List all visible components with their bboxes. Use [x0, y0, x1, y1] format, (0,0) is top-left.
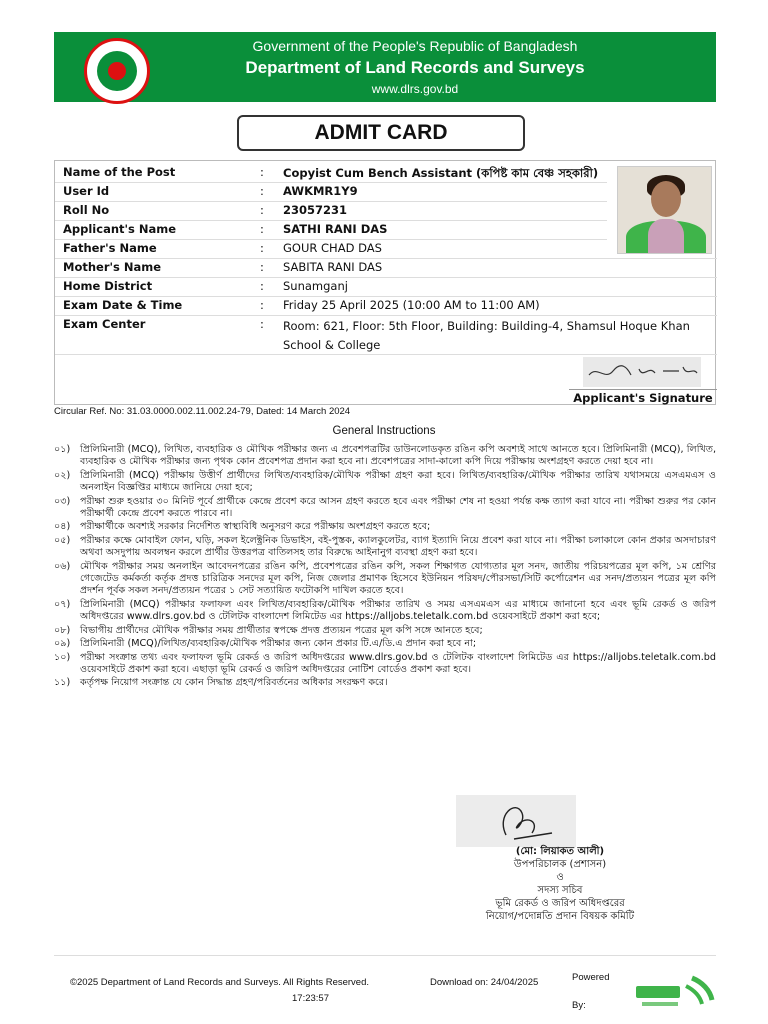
officer-signature-image [456, 795, 576, 847]
instruction-item [54, 561, 716, 598]
applicant-name-label: Applicant's Name [63, 222, 177, 236]
row-divider [55, 201, 607, 202]
header-website: www.dlrs.gov.bd [371, 82, 459, 96]
applicant-signature-image [583, 357, 701, 387]
row-divider [55, 277, 717, 278]
exam-center-value: Room: 621, Floor: 5th Floor, Building: Building-4, Shamsul Hoque Khan School & College [283, 319, 690, 352]
userid-value: AWKMR1Y9 [283, 184, 358, 198]
instruction-text: প্রিলিমিনারী (MCQ), লিখিত, ব্যবহারিক ও মৌখিক পরীক্ষার জন্য এ প্রবেশপত্রটির ডাউনলোডকৃত রঙিন কপি অবশ্যই সাথে আনতে হবে। প্রিলিমিনারী (MCQ), লিখিত, ব্যবহারিক ও মৌখিক পরীক্ষার জন্য পৃথক কোন প্রবেশপত্র প্রদান করা হবে না। প্রবেশপত্রের সাদা-কালো কপি দিয়ে পরীক্ষায় অংশগ্রহণ করতে দেয়া হবে না। [80, 444, 716, 468]
page-header [54, 32, 716, 102]
instruction-item [54, 521, 716, 533]
instruction-text: প্রিলিমিনারী (MCQ) পরীক্ষার ফলাফল এবং লিখিত/ব্যবহারিক/মৌখিক পরীক্ষার তারিখ ও সময় এসএমএস এর মাধ্যমে জানানো হবে এবং ভূমি রেকর্ড ও জরিপ অধিদপ্তরের www.dlrs.gov.bd ও টেলিটক বাংলাদেশ লিমিটেড এর https://alljobs.teletalk.com.bd ওয়েবসাইটে প্রকাশ করা হবে; [80, 598, 716, 623]
colon: : [260, 260, 264, 274]
colon: : [260, 222, 264, 236]
applicant-name-value: SATHI RANI DAS [283, 222, 388, 236]
home-district-label: Home District [63, 279, 153, 293]
admit-card-title: ADMIT CARD [237, 115, 525, 151]
instruction-number: ১০) [54, 651, 71, 663]
instruction-text: পরীক্ষার কক্ষে মোবাইল ফোন, ঘড়ি, সকল ইলেক্ট্রনিক ডিভাইস, বই-পুস্তক, ক্যালকুলেটর, ব্যাগ ইত্যাদি নিয়ে প্রবেশ করা যাবে না। পরীক্ষা চলাকালে কোন প্রকার অসদাচারণ অথবা অসদুপায় অবলম্বন করলে প্রার্থীর উত্তরপত্র বাতিলসহ তার বিরুদ্ধে আইনানুগ ব্যবস্থা গ্রহণ করা হবে। [80, 534, 716, 559]
officer-designation: উপপরিচালক (প্রশাসন) [513, 859, 607, 870]
colon: : [260, 298, 264, 312]
officer-conjunction: ও [556, 872, 564, 883]
instruction-item [54, 444, 716, 469]
post-value: Copyist Cum Bench Assistant (কপিষ্ট কাম বেঞ্চ সহকারী) [283, 166, 599, 180]
userid-label: User Id [63, 184, 110, 198]
colon: : [260, 241, 264, 255]
by-label: By: [572, 1000, 586, 1011]
instruction-item [54, 599, 716, 624]
instruction-number: ০৬) [54, 560, 71, 572]
instruction-number: ০৩) [54, 495, 71, 507]
colon: : [260, 279, 264, 293]
officer-department: ভূমি রেকর্ড ও জরিপ অধিদপ্তরের [495, 898, 625, 909]
row-divider [55, 258, 717, 259]
mother-name-label: Mother's Name [63, 260, 162, 274]
instruction-text: প্রিলিমিনারী (MCQ)/লিখিত/ব্যবহারিক/মৌখিক পরীক্ষার জন্য কোন প্রকার টি.এ/ডি.এ প্রদান করা হবে না; [80, 638, 477, 650]
footer-download-date: Download on: 24/04/2025 [430, 977, 539, 988]
post-label: Name of the Post [63, 165, 176, 179]
row-divider [55, 296, 717, 297]
row-divider [55, 315, 717, 316]
instruction-item [54, 677, 716, 689]
instruction-item [54, 625, 716, 637]
header-government-title: Government of the People's Republic of Bangladesh [252, 38, 578, 54]
exam-date-label: Exam Date & Time [63, 298, 183, 312]
officer-member-secretary: সদস্য সচিব [537, 885, 583, 896]
row-divider [55, 239, 607, 240]
home-district-value: Sunamganj [283, 279, 348, 293]
instruction-item [54, 535, 716, 560]
colon: : [260, 203, 264, 217]
officer-name: (মো: লিয়াকত আলী) [515, 846, 605, 857]
colon: : [260, 184, 264, 198]
footer-copyright: ©2025 Department of Land Records and Surveys. All Rights Reserved. [70, 977, 370, 988]
instructions-list [54, 444, 716, 691]
instruction-number: ১১) [54, 677, 71, 689]
instruction-text: মৌখিক পরীক্ষার সময় অনলাইন আবেদনপত্রের রঙিন কপি, প্রবেশপত্রের রঙিন কপি, সকল শিক্ষাগত যোগ্যতার মূল সনদ, জাতীয় পরিচয়পত্রের মূল কপি, ১ম শ্রেণির গেজেটেড কর্মকর্তা কর্তৃক প্রদত্ত চারিত্রিক সনদের মূল কপি, নিজ জেলার প্রমাণক হিসেবে ইউনিয়ন পরিষদ/পৌরসভা/সিটি কর্পোরেশন এর সনদ/প্রত্যয়ন পত্রের মূল কপি প্রদর্শন পূর্বক সকল সনদ/প্রত্যয়ন পত্রের ১ সেট সত্যায়িত ফটোকপি দাখিল করতে হবে। [80, 560, 716, 597]
instruction-text: বিভাগীয় প্রার্থীদের মৌখিক পরীক্ষার সময় প্রার্থীতার স্বপক্ষে প্রদত্ত প্রত্যয়ন পত্রের মূল কপি সঙ্গে আনতে হবে; [80, 624, 483, 636]
instruction-number: ০৫) [54, 534, 71, 546]
applicant-photo [617, 166, 712, 254]
general-instructions-title: General Instructions [332, 425, 436, 437]
instruction-text: পরীক্ষার্থীকে অবশ্যই সরকার নির্দেশিত স্বাস্থ্যবিধি অনুসরণ করে পরীক্ষায় অংশগ্রহণ করতে হবে; [80, 521, 431, 533]
instruction-item [54, 652, 716, 677]
colon: : [260, 165, 264, 179]
row-divider [55, 354, 717, 355]
roll-label: Roll No [63, 203, 110, 217]
applicant-signature-label: Applicant's Signature [569, 389, 717, 406]
teletalk-logo [632, 972, 716, 1012]
father-name-value: GOUR CHAD DAS [283, 241, 382, 255]
father-name-label: Father's Name [63, 241, 157, 255]
instruction-number: ০৯) [54, 638, 71, 650]
footer-divider [54, 955, 716, 956]
officer-signature-block [440, 795, 680, 925]
powered-label: Powered [572, 972, 610, 983]
instruction-number: ০২) [54, 469, 71, 481]
colon: : [260, 317, 264, 331]
instruction-number: ০৭) [54, 598, 71, 610]
instruction-item [54, 638, 716, 650]
instruction-number: ০১) [54, 444, 71, 455]
instruction-text: কর্তৃপক্ষ নিয়োগ সংক্রান্ত যে কোন সিদ্ধান্ত গ্রহণ/পরিবর্তনের অধিকার সংরক্ষণ করে। [80, 677, 388, 689]
row-divider [55, 182, 607, 183]
instruction-text: পরীক্ষা শুরু হওয়ার ৩০ মিনিট পূর্বে প্রার্থীকে কেন্দ্রে প্রবেশ করে আসন গ্রহণ করতে হবে এবং পরীক্ষা শেষ না হওয়া পর্যন্ত কক্ষ ত্যাগ করা যাবে না। পরীক্ষা শুরুর পর কোন পরীক্ষার্থী কেন্দ্রে প্রবেশ করতে পারবে না। [80, 495, 716, 520]
exam-center-label: Exam Center [63, 317, 146, 331]
instruction-number: ০৪) [54, 521, 71, 533]
mother-name-value: SABITA RANI DAS [283, 260, 383, 274]
footer-download-time: 17:23:57 [292, 993, 329, 1004]
instruction-number: ০৮) [54, 624, 71, 636]
instruction-item [54, 496, 716, 521]
officer-committee: নিয়োগ/পদোন্নতি প্রদান বিষয়ক কমিটি [485, 911, 635, 922]
header-department-title: Department of Land Records and Surveys [245, 58, 585, 77]
instruction-text: প্রিলিমিনারী (MCQ) পরীক্ষায় উত্তীর্ণ প্রার্থীদের লিখিত/ব্যবহারিক/মৌখিক পরীক্ষা গ্রহণ করা হবে। লিখিত/ব্যবহারিক/মৌখিক পরীক্ষার তারিখ যথাসময়ে এসএমএস ও অনলাইন বিজ্ঞপ্তির মাধ্যমে জানিয়ে দেয়া হবে; [80, 469, 716, 494]
roll-value: 23057231 [283, 203, 348, 217]
row-divider [55, 220, 607, 221]
instruction-item [54, 470, 716, 495]
exam-date-value: Friday 25 April 2025 (10:00 AM to 11:00 AM) [283, 298, 540, 312]
circular-reference: Circular Ref. No: 31.03.0000.002.11.002.24-79, Dated: 14 March 2024 [54, 406, 351, 417]
instruction-text: পরীক্ষা সংক্রান্ত তথ্য এবং ফলাফল ভূমি রেকর্ড ও জরিপ অধিদপ্তরের www.dlrs.gov.bd ও টেলিটক বাংলাদেশ লিমিটেড এর https://alljobs.teletalk.com.bd ওয়েবসাইটে প্রকাশ করা হবে। এছাড়া ভূমি রেকর্ড ও জরিপ অধিদপ্তরের নোটিশ বোর্ডেও প্রকাশ করা হবে। [80, 651, 716, 675]
applicant-info-table [54, 160, 716, 405]
